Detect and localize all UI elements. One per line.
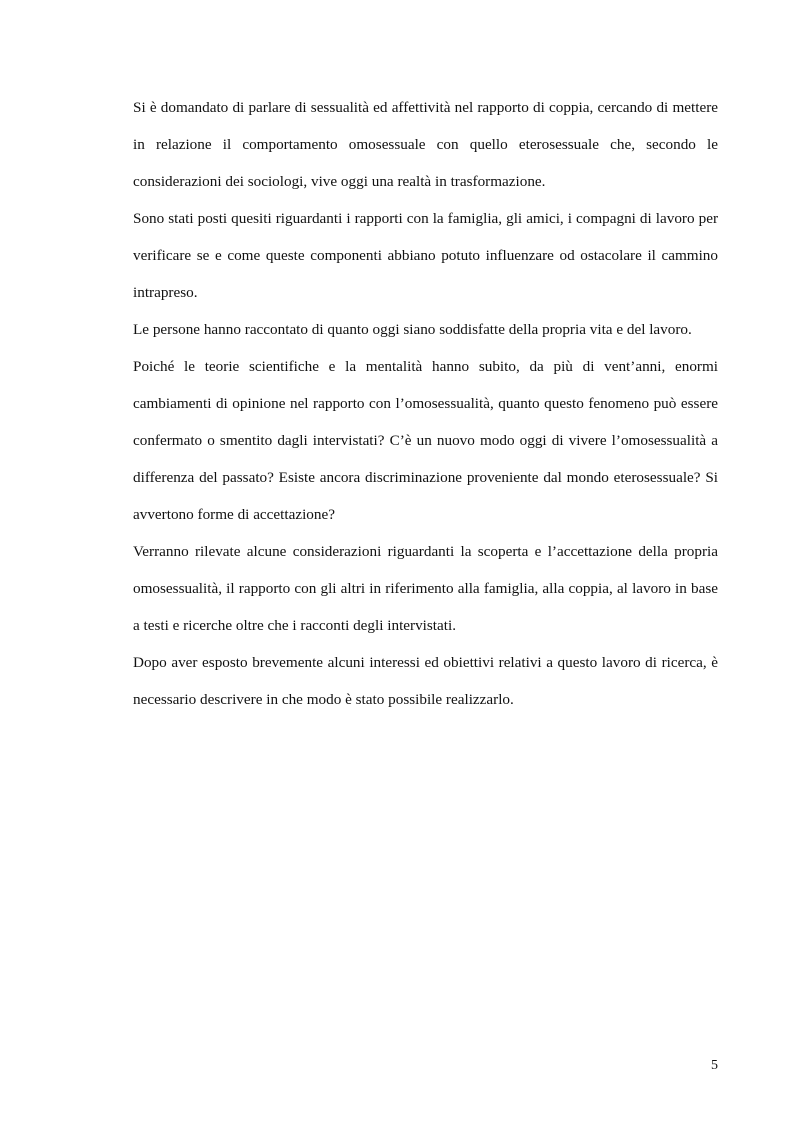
paragraph-1: Si è domandato di parlare di sessualità ed affettività nel rapporto di coppia, cercando di mettere in relazione il comportamento omosessuale con quello eterosessuale che, secondo le considerazioni dei sociologi, vive oggi una realtà in trasformazione. (133, 99, 718, 190)
paragraph-4: Poiché le teorie scientifiche e la mentalità hanno subito, da più di vent’anni, enormi cambiamenti di opinione nel rapporto con l’omosessualità, quanto questo fenomeno può essere confermato o smentito dagli intervistati? C’è un nuovo modo oggi di vivere l’omosessualità a differenza del passato? Esiste ancora discriminazione proveniente dal mondo eterosessuale? Si avvertono forme di accettazione? (133, 358, 718, 523)
paragraph-3: Le persone hanno raccontato di quanto oggi siano soddisfatte della propria vita e del lavoro. (133, 321, 692, 338)
body-text (133, 89, 718, 718)
paragraph-6: Dopo aver esposto brevemente alcuni interessi ed obiettivi relativi a questo lavoro di ricerca, è necessario descrivere in che modo è stato possibile realizzarlo. (133, 654, 718, 708)
paragraph-2: Sono stati posti quesiti riguardanti i rapporti con la famiglia, gli amici, i compagni di lavoro per verificare se e come queste componenti abbiano potuto influenzare od ostacolare il cammino intrapreso. (133, 210, 718, 301)
paragraph-5: Verranno rilevate alcune considerazioni riguardanti la scoperta e l’accettazione della propria omosessualità, il rapporto con gli altri in riferimento alla famiglia, alla coppia, al lavoro in base a testi e ricerche oltre che i racconti degli intervistati. (133, 543, 718, 634)
page-number: 5 (711, 1058, 718, 1073)
